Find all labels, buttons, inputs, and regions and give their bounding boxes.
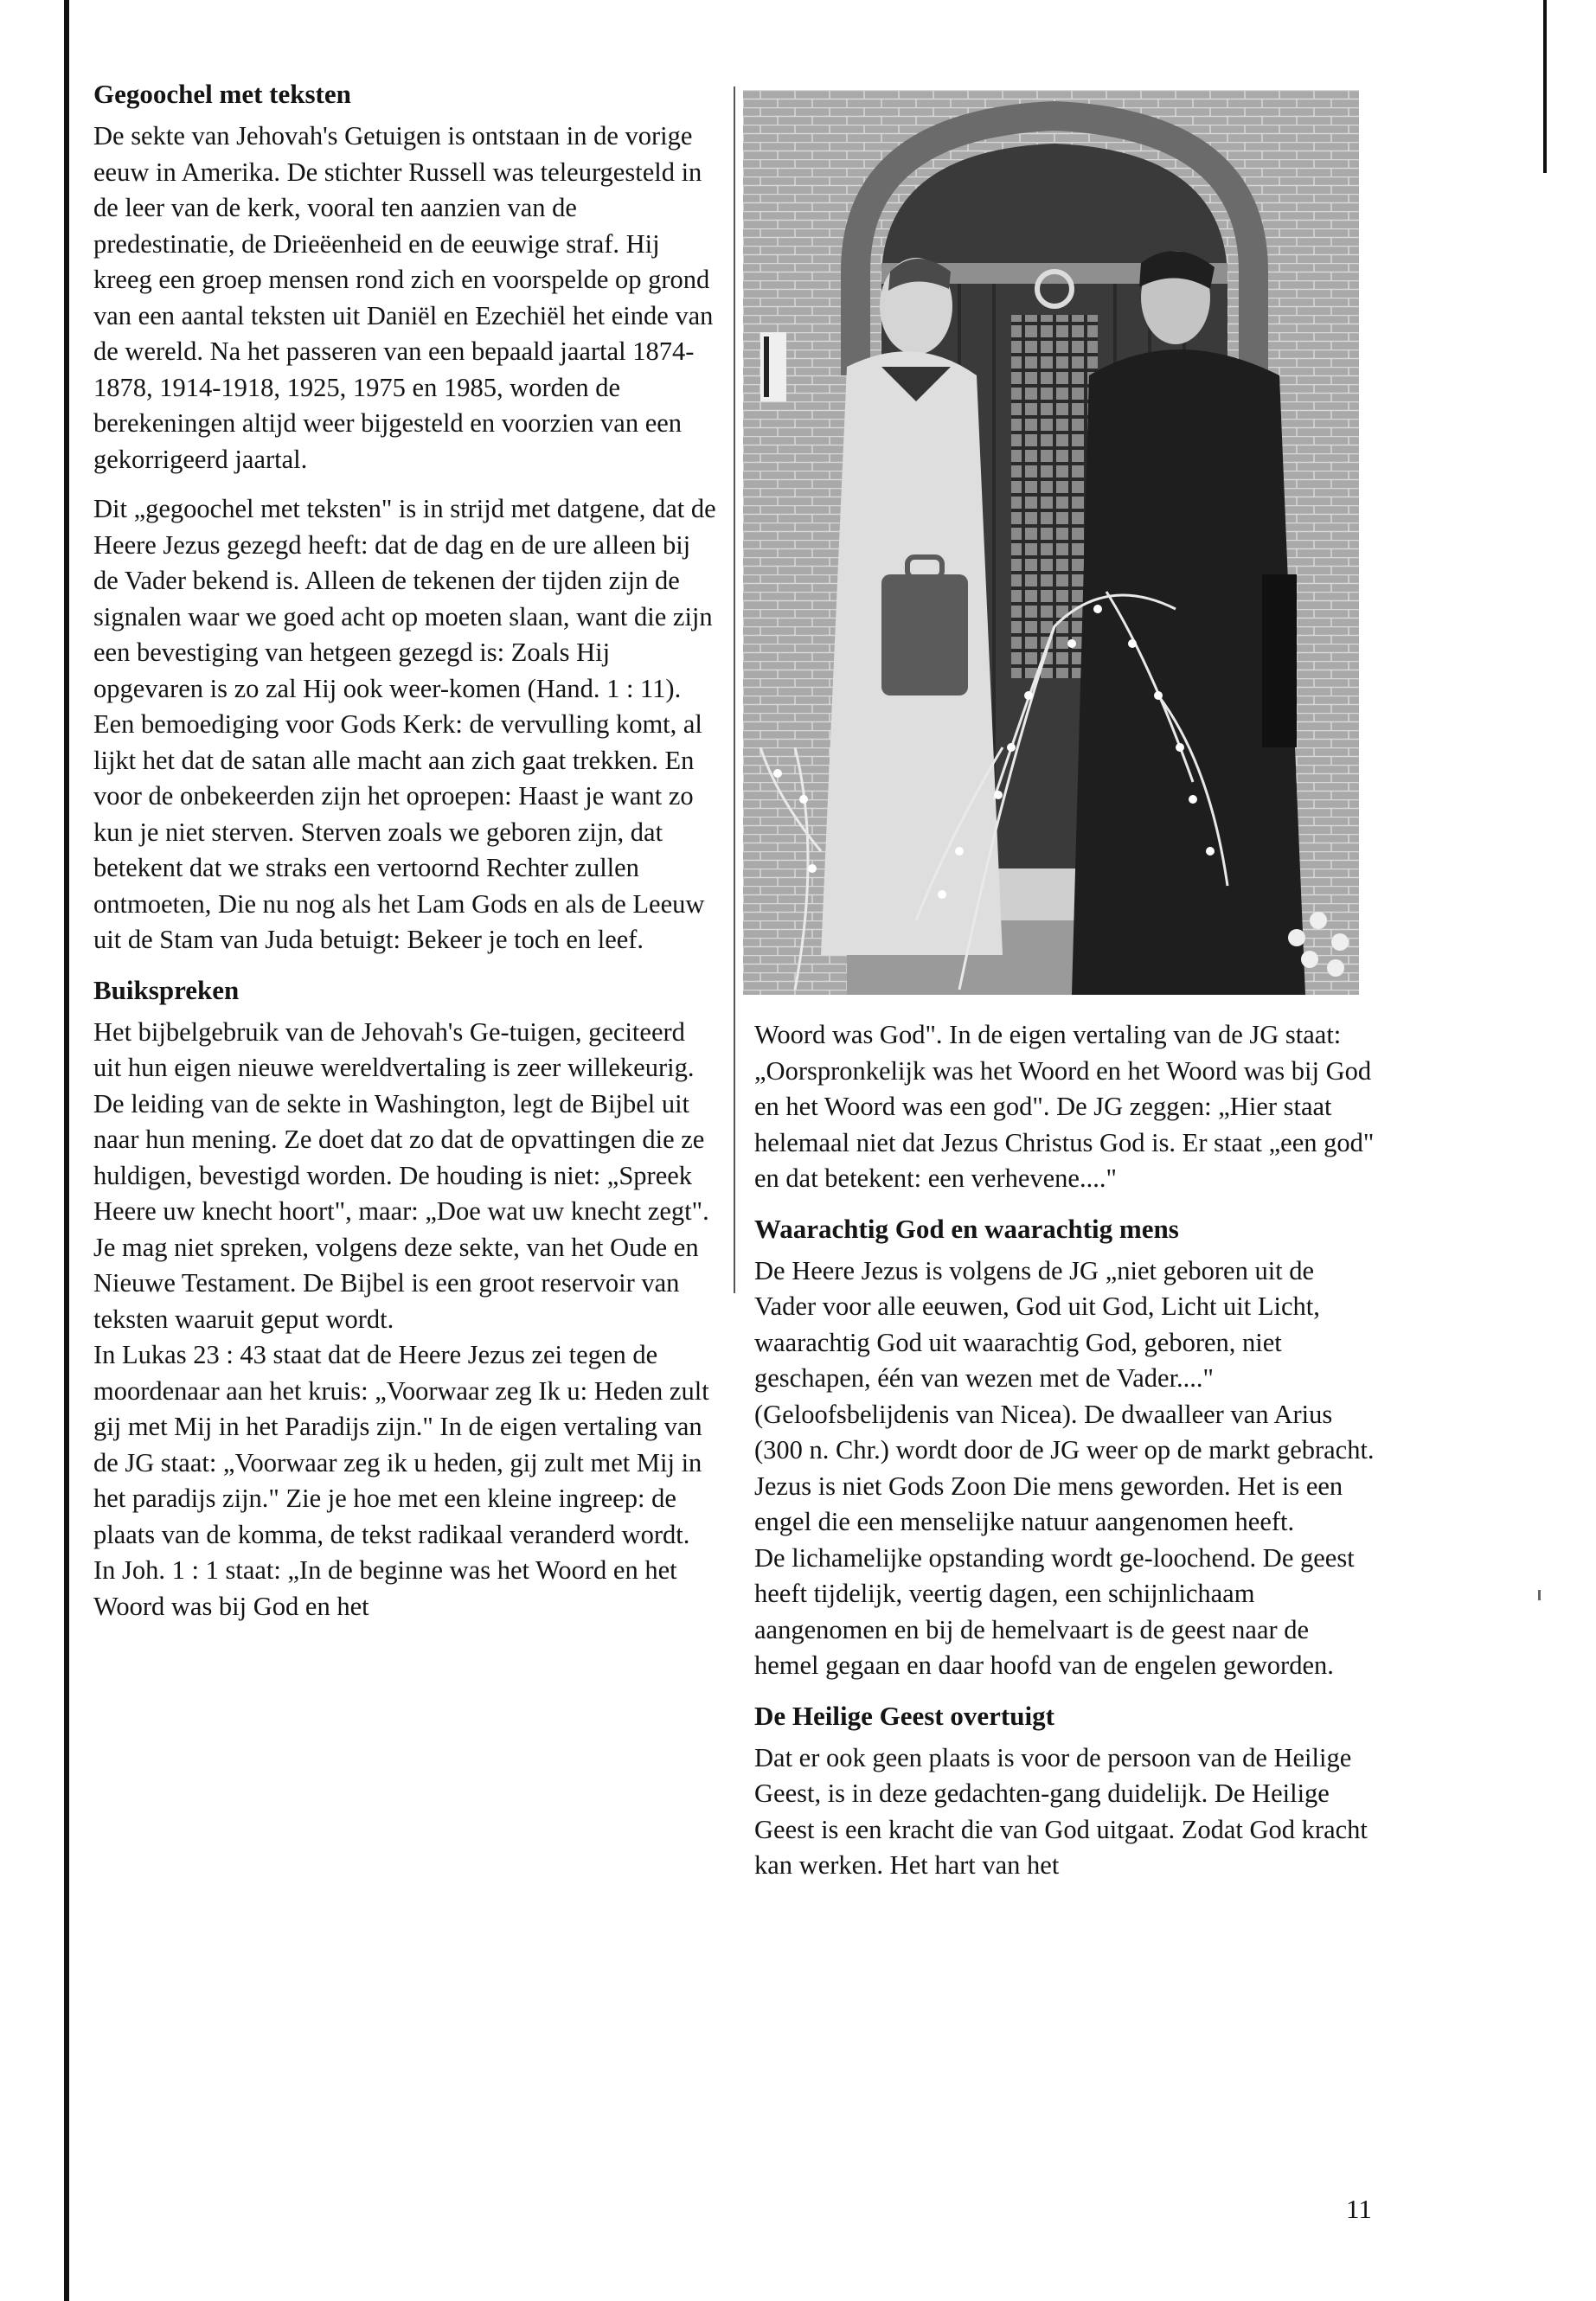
heading-buikspreken: Buikspreken: [93, 974, 240, 1005]
photo-illustration: [743, 90, 1359, 995]
paragraph-waarachtig-1: De Heere Jezus is volgens de JG „niet geboren uit de Vader voor alle eeuwen, God uit God, Licht uit Licht, waarachtig God uit waarachtig God, geboren, niet geschapen, één van wezen met de Vader...." (Geloofsbelijdenis van Nicea). De dwaalleer van Arius (300 n. Chr.) wordt door de JG weer op de markt gebracht. Jezus is niet Gods Zoon Die mens geworden. Het is een engel die een menselijke natuur aangenomen heeft.: [754, 1255, 1375, 1536]
heading-gegoochel: Gegoochel met teksten: [93, 79, 351, 109]
heading-heilige-geest: De Heilige Geest overtuigt: [754, 1700, 1054, 1731]
paragraph-waarachtig-2: De lichamelijke opstanding wordt ge-loochend. De geest heeft tijdelijk, veertig dagen, een schijnlichaam aangenomen en bij de hemelvaart is de geest naar de hemel gegaan en daar hoofd van de engelen geworden.: [754, 1542, 1355, 1680]
paragraph-gegoochel-1: De sekte van Jehovah's Getuigen is ontstaan in de vorige eeuw in Amerika. De stichter Russell was teleurgesteld in de leer van de kerk, vooral ten aanzien van de predestinatie, de Drieëenheid en de eeuwige straf. Hij kreeg een groep mensen rond zich en voorspelde op grond van een aantal teksten uit Daniël en Ezechiël het einde van de wereld. Na het passeren van een bepaald jaartal 1874-1878, 1914-1918, 1925, 1975 en 1985, worden de berekeningen altijd weer bijgesteld en voorzien van een gekorrigeerd jaartal.: [93, 121, 714, 474]
paragraph-buikspreken-1: Het bijbelgebruik van de Jehovah's Ge-tuigen, geciteerd uit hun eigen nieuwe wereldvertaling is zeer willekeurig. De leiding van de sekte in Washington, legt de Bijbel uit naar hun mening. Ze doet dat zo dat de opvattingen die ze huldigen, bevestigd worden. De houding is niet: „Spreek Heere uw knecht hoort", maar: „Doe wat uw knecht zegt". Je mag niet spreken, volgens deze sekte, van het Oude en Nieuwe Testament. De Bijbel is een groot reservoir van teksten waaruit geput wordt.: [93, 1016, 709, 1334]
scan-right-edge: [1543, 0, 1547, 173]
stray-mark: [1538, 1590, 1541, 1600]
photo-two-men-at-door: [743, 90, 1359, 995]
paragraph-heilige-geest-1: Dat er ook geen plaats is voor de persoon van de Heilige Geest, is in deze gedachten-gang duidelijk. De Heilige Geest is een kracht die van God uitgaat. Zodat God kracht kan werken. Het hart van het: [754, 1742, 1368, 1880]
heading-waarachtig: Waarachtig God en waarachtig mens: [754, 1213, 1179, 1244]
column-rule: [734, 87, 735, 1293]
left-column: [93, 76, 716, 1625]
paragraph-buikspreken-3: In Joh. 1 : 1 staat: „In de beginne was het Woord en het Woord was bij God en het: [93, 1555, 677, 1621]
paragraph-buikspreken-3-continued: Woord was God". In de eigen vertaling van de JG staat: „Oorspronkelijk was het Woord en het Woord was bij God en het Woord was een god". De JG zeggen: „Hier staat helemaal niet dat Jezus Christus God is. Er staat „een god" en dat betekent: een verhevene....": [754, 1020, 1375, 1193]
right-column: [754, 1017, 1377, 1898]
paragraph-buikspreken-2: In Lukas 23 : 43 staat dat de Heere Jezus zei tegen de moordenaar aan het kruis: „Voorwaar zeg Ik u: Heden zult gij met Mij in het Paradijs zijn." In de eigen vertaling van de JG staat: „Voorwaar zeg ik u heden, gij zult met Mij in het paradijs zijn." Zie je hoe met een kleine ingreep: de plaats van de komma, de tekst radikaal veranderd wordt.: [93, 1340, 709, 1549]
scan-left-edge: [64, 0, 69, 2301]
paragraph-gegoochel-2: Dit „gegoochel met teksten" is in strijd met datgene, dat de Heere Jezus gezegd heeft: dat de dag en de ure alleen bij de Vader bekend is. Alleen de tekenen der tijden zijn de signalen waar we goed acht op moeten slaan, want die zijn een bevestiging van hetgeen gezegd is: Zoals Hij opgevaren is zo zal Hij ook weer-komen (Hand. 1 : 11). Een bemoediging voor Gods Kerk: de vervulling komt, al lijkt het dat de satan alle macht aan zich gaat trekken. En voor de onbekeerden zijn het oproepen: Haast je want zo kun je niet sterven. Sterven zoals we geboren zijn, dat betekent dat we straks een vertoornd Rechter zullen ontmoeten, Die nu nog als het Lam Gods en als de Leeuw uit de Stam van Juda betuigt: Bekeer je toch en leef.: [93, 494, 716, 954]
page-number: 11: [1346, 2194, 1372, 2224]
